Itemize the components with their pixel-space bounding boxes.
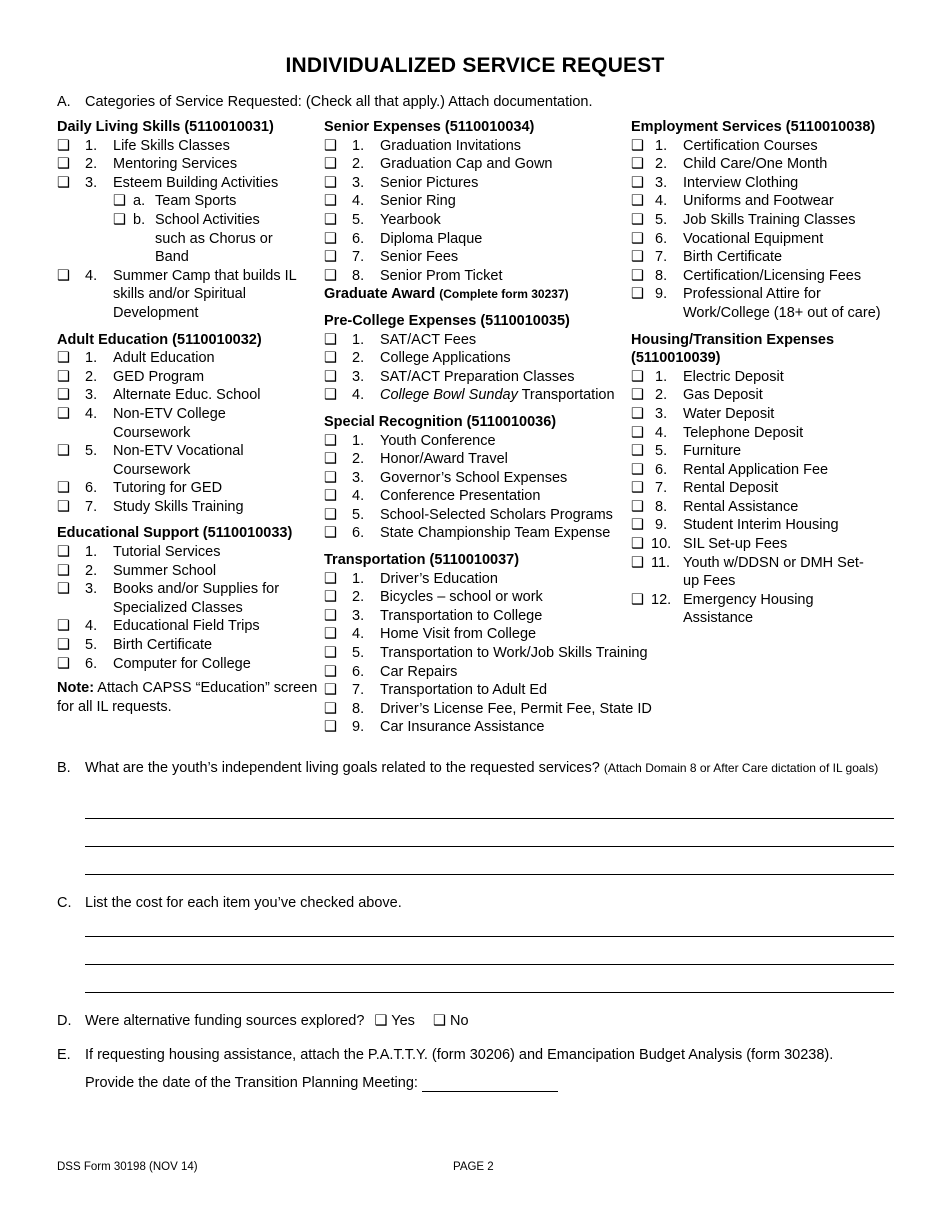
housing-item[interactable]: ❑ 7. Rental Deposit bbox=[631, 480, 779, 497]
housing-item[interactable]: ❑ 11. Youth w/DDSN or DMH Set-up Fees bbox=[631, 554, 864, 590]
section-b-question: What are the youth’s independent living goals related to the requested services? (Attach Domain 8 or After Care dictation of IL goals) bbox=[85, 760, 879, 776]
section-a-letter: A. bbox=[57, 94, 71, 110]
senior-expenses-item[interactable]: ❑ 7. Senior Fees bbox=[324, 249, 459, 266]
educational-support-item[interactable]: ❑ 1. Tutorial Services bbox=[57, 544, 221, 561]
senior-expenses-heading: Senior Expenses (5110010034) bbox=[324, 119, 535, 135]
housing-item[interactable]: ❑ 12. Emergency Housing Assistance bbox=[631, 591, 814, 627]
yes-option[interactable]: ❑ Yes bbox=[374, 1013, 415, 1029]
checkbox[interactable]: ❑ bbox=[631, 517, 644, 534]
transportation-item[interactable]: ❑ 7. Transportation to Adult Ed bbox=[324, 682, 548, 699]
checkbox[interactable]: ❑ bbox=[324, 589, 337, 606]
section-c-question: List the cost for each item you’ve checked above. bbox=[85, 895, 402, 911]
transportation-item[interactable]: ❑ 1. Driver’s Education bbox=[324, 570, 498, 587]
special-recognition-item[interactable]: ❑ 1. Youth Conference bbox=[324, 432, 496, 449]
checkbox[interactable]: ❑ bbox=[631, 286, 644, 303]
checkbox[interactable]: ❑ bbox=[57, 637, 70, 654]
transition-date-field[interactable] bbox=[422, 1077, 558, 1092]
checkbox[interactable]: ❑ bbox=[631, 249, 644, 266]
column-1 bbox=[57, 118, 319, 716]
special-recognition-item[interactable]: ❑ 5. School-Selected Scholars Programs bbox=[324, 506, 613, 523]
checkbox[interactable]: ❑ bbox=[631, 498, 644, 515]
answer-line-b2[interactable] bbox=[85, 846, 894, 847]
checkbox[interactable]: ❑ bbox=[113, 193, 126, 210]
note: Note: Attach CAPSS “Education” screen for all IL requests. bbox=[57, 680, 318, 715]
employment-item[interactable]: ❑ 3. Interview Clothing bbox=[631, 174, 799, 191]
answer-line-c2[interactable] bbox=[85, 964, 894, 965]
checkbox[interactable]: ❑ bbox=[324, 645, 337, 662]
housing-item[interactable]: ❑ 2. Gas Deposit bbox=[631, 387, 763, 404]
checkbox[interactable]: ❑ bbox=[324, 506, 337, 523]
checkbox[interactable]: ❑ bbox=[631, 591, 644, 608]
checkbox[interactable]: ❑ bbox=[631, 211, 644, 228]
checkbox[interactable]: ❑ bbox=[57, 174, 70, 191]
daily-living-item-3[interactable]: ❑ 3. Esteem Building Activities bbox=[57, 174, 279, 191]
checkbox[interactable]: ❑ bbox=[374, 1013, 388, 1029]
housing-heading: Housing/Transition Expenses (5110010039) bbox=[631, 331, 835, 367]
checkbox[interactable]: ❑ bbox=[631, 174, 644, 191]
educational-support-item[interactable]: ❑ 5. Birth Certificate bbox=[57, 637, 213, 654]
employment-item[interactable]: ❑ 8. Certification/Licensing Fees bbox=[631, 267, 862, 284]
senior-expenses-item[interactable]: ❑ 8. Senior Prom Ticket bbox=[324, 267, 503, 284]
answer-line-b3[interactable] bbox=[85, 874, 894, 875]
transportation-item[interactable]: ❑ 9. Car Insurance Assistance bbox=[324, 719, 545, 736]
pre-college-heading: Pre-College Expenses (5110010035) bbox=[324, 312, 570, 329]
checkbox[interactable]: ❑ bbox=[324, 230, 337, 247]
employment-item[interactable]: ❑ 4. Uniforms and Footwear bbox=[631, 193, 834, 210]
checkbox[interactable]: ❑ bbox=[631, 554, 644, 571]
educational-support-item[interactable]: ❑ 6. Computer for College bbox=[57, 655, 251, 672]
checkbox[interactable]: ❑ bbox=[57, 562, 70, 579]
pre-college-item[interactable]: ❑ 1. SAT/ACT Fees bbox=[324, 331, 477, 348]
employment-item[interactable]: ❑ 2. Child Care/One Month bbox=[631, 156, 828, 173]
checkbox[interactable]: ❑ bbox=[57, 368, 70, 385]
checkbox[interactable]: ❑ bbox=[324, 432, 337, 449]
transportation-item[interactable]: ❑ 3. Transportation to College bbox=[324, 607, 543, 624]
checkbox[interactable]: ❑ bbox=[631, 443, 644, 460]
transportation-item[interactable]: ❑ 4. Home Visit from College bbox=[324, 626, 537, 643]
checkbox[interactable]: ❑ bbox=[57, 137, 70, 154]
housing-item[interactable]: ❑ 10. SIL Set-up Fees bbox=[631, 536, 788, 553]
checkbox[interactable]: ❑ bbox=[324, 368, 337, 385]
transportation-item[interactable]: ❑ 6. Car Repairs bbox=[324, 663, 458, 680]
checkbox[interactable]: ❑ bbox=[631, 480, 644, 497]
graduate-award: Graduate Award (Complete form 30237) bbox=[324, 286, 569, 303]
no-option[interactable]: ❑ No bbox=[432, 1013, 469, 1029]
checkbox[interactable]: ❑ bbox=[324, 607, 337, 624]
adult-education-item[interactable]: ❑ 3. Alternate Educ. School bbox=[57, 387, 261, 404]
checkbox[interactable]: ❑ bbox=[57, 498, 70, 515]
senior-expenses-item[interactable]: ❑ 4. Senior Ring bbox=[324, 193, 456, 210]
checkbox[interactable]: ❑ bbox=[324, 469, 337, 486]
educational-support-item[interactable]: ❑ 3. Books and/or Supplies for Specialized Classes bbox=[57, 581, 280, 616]
answer-line-c1[interactable] bbox=[85, 936, 894, 937]
daily-living-item-2[interactable]: ❑ 2. Mentoring Services bbox=[57, 156, 238, 173]
page-title: INDIVIDUALIZED SERVICE REQUEST bbox=[285, 54, 665, 77]
adult-education-item[interactable]: ❑ 6. Tutoring for GED bbox=[57, 480, 223, 497]
transportation-item[interactable]: ❑ 2. Bicycles – school or work bbox=[324, 589, 543, 606]
housing-item[interactable]: ❑ 1. Electric Deposit bbox=[631, 368, 784, 385]
daily-living-item-4[interactable]: ❑ 4. Summer Camp that builds IL skills and/or Spiritual Development bbox=[57, 267, 297, 321]
daily-living-heading: Daily Living Skills (5110010031) bbox=[57, 119, 274, 135]
special-recognition-heading: Special Recognition (5110010036) bbox=[324, 413, 557, 430]
column-3 bbox=[631, 118, 906, 628]
checkbox[interactable]: ❑ bbox=[324, 249, 337, 266]
educational-support-item[interactable]: ❑ 4. Educational Field Trips bbox=[57, 618, 260, 635]
special-recognition-item[interactable]: ❑ 4. Conference Presentation bbox=[324, 488, 541, 505]
checkbox[interactable]: ❑ bbox=[631, 461, 644, 478]
employment-item[interactable]: ❑ 7. Birth Certificate bbox=[631, 249, 783, 266]
checkbox[interactable]: ❑ bbox=[631, 368, 644, 385]
checkbox[interactable]: ❑ bbox=[631, 387, 644, 404]
housing-item[interactable]: ❑ 9. Student Interim Housing bbox=[631, 517, 839, 534]
educational-support-heading: Educational Support (5110010033) bbox=[57, 525, 293, 542]
checkbox[interactable]: ❑ bbox=[57, 443, 70, 460]
adult-education-item[interactable]: ❑ 1. Adult Education bbox=[57, 350, 215, 367]
checkbox[interactable]: ❑ bbox=[631, 137, 644, 154]
adult-education-item[interactable]: ❑ 7. Study Skills Training bbox=[57, 498, 244, 515]
checkbox[interactable]: ❑ bbox=[324, 488, 337, 505]
checkbox[interactable]: ❑ bbox=[324, 193, 337, 210]
transportation-heading: Transportation (5110010037) bbox=[324, 552, 520, 569]
senior-expenses-item[interactable]: ❑ 5. Yearbook bbox=[324, 211, 441, 228]
section-d-question: Were alternative funding sources explored? ❑ Yes ❑ No bbox=[85, 1013, 469, 1029]
checkbox[interactable]: ❑ bbox=[57, 156, 70, 173]
special-recognition-item[interactable]: ❑ 6. State Championship Team Expense bbox=[324, 525, 611, 542]
checkbox[interactable]: ❑ bbox=[324, 156, 337, 173]
checkbox[interactable]: ❑ bbox=[631, 230, 644, 247]
column-2 bbox=[324, 118, 669, 737]
checkbox[interactable]: ❑ bbox=[57, 655, 70, 672]
special-recognition-item[interactable]: ❑ 2. Honor/Award Travel bbox=[324, 451, 508, 468]
pre-college-item[interactable]: ❑ 2. College Applications bbox=[324, 350, 511, 367]
housing-item[interactable]: ❑ 6. Rental Application Fee bbox=[631, 461, 829, 478]
checkbox[interactable]: ❑ bbox=[324, 525, 337, 542]
checkbox[interactable]: ❑ bbox=[324, 267, 337, 284]
checkbox[interactable]: ❑ bbox=[324, 137, 337, 154]
adult-education-item[interactable]: ❑ 4. Non-ETV College Coursework bbox=[57, 405, 226, 441]
checkbox[interactable]: ❑ bbox=[324, 682, 337, 699]
housing-item[interactable]: ❑ 5. Furniture bbox=[631, 443, 742, 460]
form-number: DSS Form 30198 (NOV 14) bbox=[57, 1161, 198, 1173]
checkbox[interactable]: ❑ bbox=[57, 387, 70, 404]
housing-item[interactable]: ❑ 8. Rental Assistance bbox=[631, 498, 799, 515]
checkbox[interactable]: ❑ bbox=[324, 719, 337, 736]
employment-item[interactable]: ❑ 9. Professional Attire for Work/College (18+ out of care) bbox=[631, 286, 881, 321]
checkbox[interactable]: ❑ bbox=[324, 663, 337, 680]
checkbox[interactable]: ❑ bbox=[57, 405, 70, 422]
section-d-letter: D. bbox=[57, 1013, 72, 1029]
special-recognition-item[interactable]: ❑ 3. Governor’s School Expenses bbox=[324, 469, 568, 486]
section-a-text: Categories of Service Requested: (Check all that apply.) Attach documentation. bbox=[85, 94, 593, 110]
checkbox[interactable]: ❑ bbox=[324, 331, 337, 348]
checkbox[interactable]: ❑ bbox=[324, 387, 337, 404]
answer-line-c3[interactable] bbox=[85, 992, 894, 993]
adult-education-item[interactable]: ❑ 5. Non-ETV Vocational Coursework bbox=[57, 443, 244, 478]
transportation-item[interactable]: ❑ 5. Transportation to Work/Job Skills Training bbox=[324, 645, 648, 662]
senior-expenses-item[interactable]: ❑ 1. Graduation Invitations bbox=[324, 137, 522, 154]
pre-college-item[interactable]: ❑ 4. College Bowl Sunday Transportation bbox=[324, 387, 615, 404]
checkbox[interactable]: ❑ bbox=[57, 618, 70, 635]
checkbox[interactable]: ❑ bbox=[57, 480, 70, 497]
senior-expenses-item[interactable]: ❑ 6. Diploma Plaque bbox=[324, 230, 483, 247]
employment-item[interactable]: ❑ 1. Certification Courses bbox=[631, 137, 818, 154]
transportation-item[interactable]: ❑ 8. Driver’s License Fee, Permit Fee, State ID bbox=[324, 700, 652, 717]
checkbox[interactable]: ❑ bbox=[324, 211, 337, 228]
housing-item[interactable]: ❑ 3. Water Deposit bbox=[631, 405, 775, 422]
adult-education-heading: Adult Education (5110010032) bbox=[57, 331, 262, 348]
checkbox[interactable]: ❑ bbox=[324, 700, 337, 717]
adult-education-item[interactable]: ❑ 2. GED Program bbox=[57, 368, 205, 385]
page-number: PAGE 2 bbox=[453, 1161, 494, 1173]
senior-expenses-item[interactable]: ❑ 3. Senior Pictures bbox=[324, 174, 479, 191]
daily-living-subitem-a[interactable]: ❑ a. Team Sports bbox=[113, 193, 237, 210]
pre-college-item[interactable]: ❑ 3. SAT/ACT Preparation Classes bbox=[324, 368, 575, 385]
checkbox[interactable]: ❑ bbox=[324, 570, 337, 587]
transition-date-row: Provide the date of the Transition Planning Meeting: bbox=[85, 1075, 558, 1092]
checkbox[interactable]: ❑ bbox=[631, 424, 644, 441]
checkbox[interactable]: ❑ bbox=[57, 581, 70, 598]
checkbox[interactable]: ❑ bbox=[324, 626, 337, 643]
checkbox[interactable]: ❑ bbox=[631, 405, 644, 422]
employment-item[interactable]: ❑ 5. Job Skills Training Classes bbox=[631, 211, 856, 228]
checkbox[interactable]: ❑ bbox=[631, 267, 644, 284]
checkbox[interactable]: ❑ bbox=[57, 350, 70, 367]
answer-line-b1[interactable] bbox=[85, 818, 894, 819]
daily-living-item-1[interactable]: ❑ 1. Life Skills Classes bbox=[57, 137, 230, 154]
educational-support-item[interactable]: ❑ 2. Summer School bbox=[57, 562, 217, 579]
employment-item[interactable]: ❑ 6. Vocational Equipment bbox=[631, 230, 824, 247]
checkbox[interactable]: ❑ bbox=[631, 536, 644, 553]
checkbox[interactable]: ❑ bbox=[113, 211, 126, 228]
senior-expenses-item[interactable]: ❑ 2. Graduation Cap and Gown bbox=[324, 156, 553, 173]
section-e-text: If requesting housing assistance, attach the P.A.T.T.Y. (form 30206) and Emancipation Budget Analysis (form 30238). bbox=[85, 1047, 834, 1063]
checkbox[interactable]: ❑ bbox=[432, 1013, 446, 1029]
employment-heading: Employment Services (5110010038) bbox=[631, 119, 876, 135]
housing-item[interactable]: ❑ 4. Telephone Deposit bbox=[631, 424, 804, 441]
checkbox[interactable]: ❑ bbox=[631, 156, 644, 173]
checkbox[interactable]: ❑ bbox=[57, 544, 70, 561]
checkbox[interactable]: ❑ bbox=[324, 174, 337, 191]
checkbox[interactable]: ❑ bbox=[324, 451, 337, 468]
section-e-letter: E. bbox=[57, 1047, 71, 1063]
checkbox[interactable]: ❑ bbox=[57, 267, 70, 284]
section-c-letter: C. bbox=[57, 895, 72, 911]
daily-living-subitem-b[interactable]: ❑ b. School Activities such as Chorus or Band bbox=[113, 211, 273, 266]
checkbox[interactable]: ❑ bbox=[324, 350, 337, 367]
checkbox[interactable]: ❑ bbox=[631, 193, 644, 210]
section-b-letter: B. bbox=[57, 760, 71, 776]
